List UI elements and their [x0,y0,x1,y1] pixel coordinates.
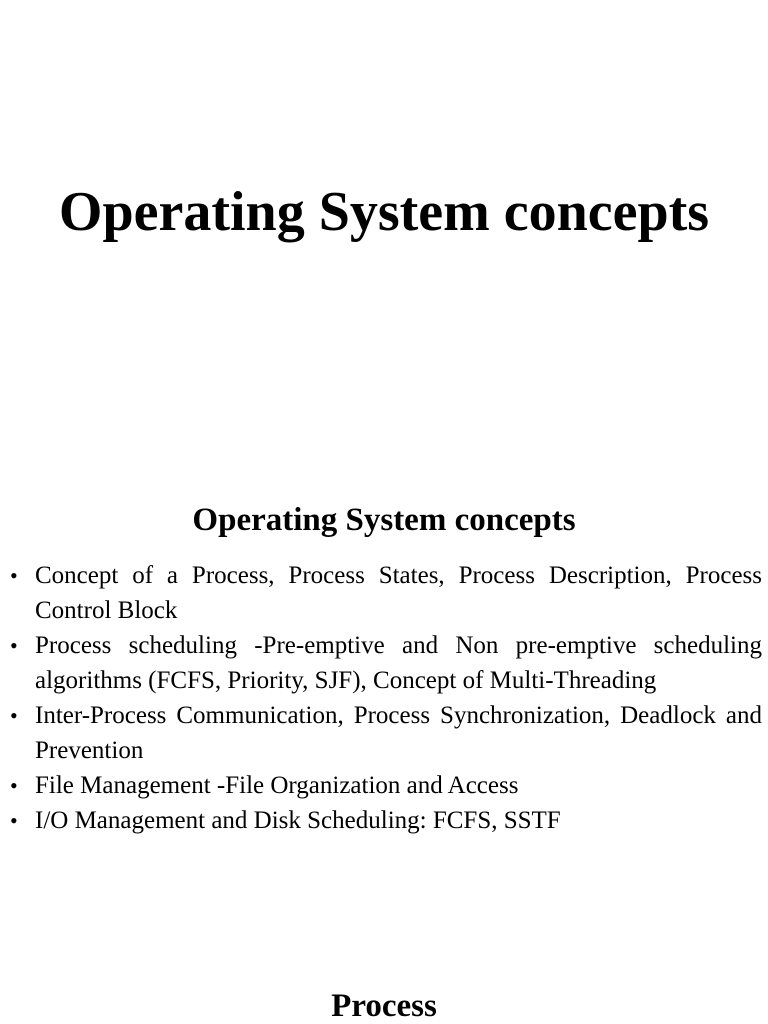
list-item [0,628,762,698]
bullet-icon: • [10,703,18,728]
next-section-heading: Process [331,988,437,1024]
bullet-icon: • [10,563,18,588]
list-item [0,768,762,803]
list-item-text: I/O Management and Disk Scheduling: FCFS, SSTF [35,807,561,834]
section-heading: Operating System concepts [192,502,576,538]
slide-title: Operating System concepts [58,181,710,243]
list-item [0,698,762,768]
list-item [0,558,762,628]
bullet-icon: • [10,773,18,798]
bullet-icon: • [10,808,18,833]
list-item-text: Concept of a Process, Process States, Process Description, Process Control Block [35,562,762,624]
list-item-text: Inter-Process Communication, Process Synchronization, Deadlock and Prevention [35,702,762,764]
topic-list [0,558,762,838]
list-item-text: Process scheduling -Pre-emptive and Non pre-emptive scheduling algorithms (FCFS, Priority, SJF), Concept of Multi-Threading [35,632,762,694]
list-item-text: File Management -File Organization and Access [35,772,519,799]
list-item [0,803,762,838]
bullet-icon: • [10,633,18,658]
